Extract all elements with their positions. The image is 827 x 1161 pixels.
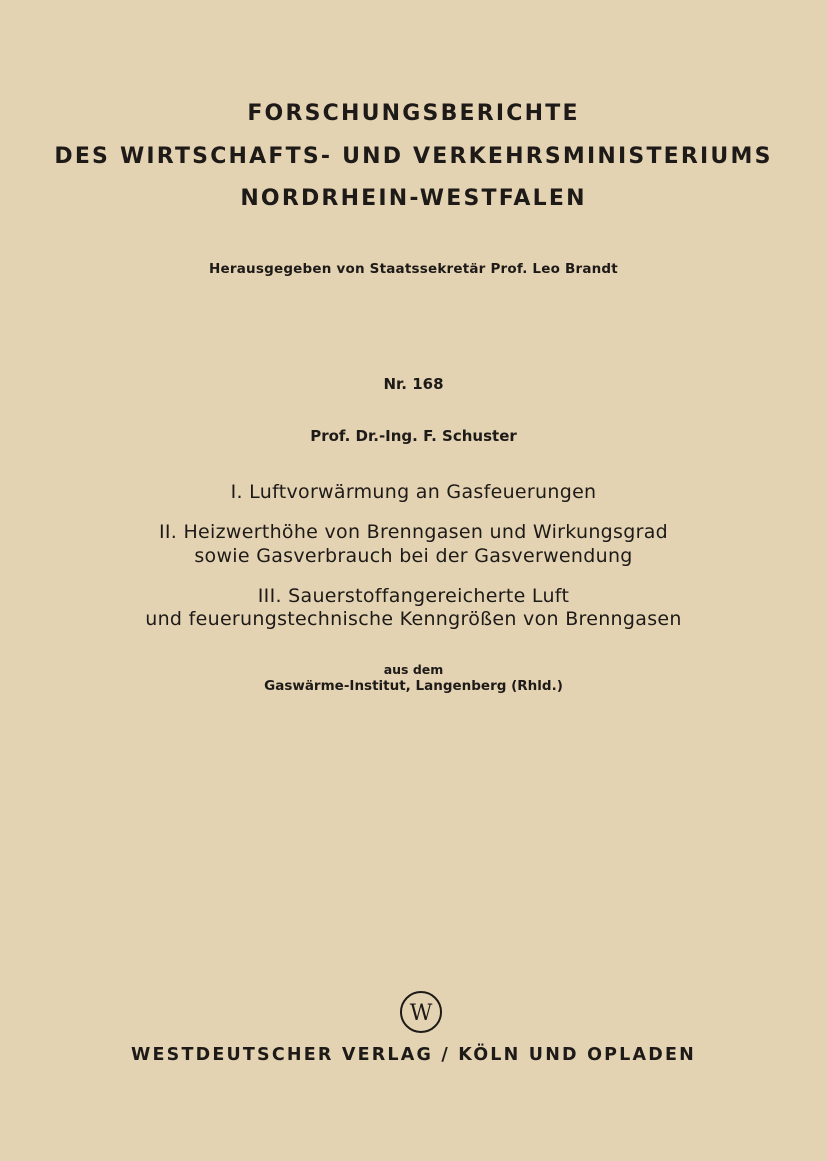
logo-letter: W — [409, 1001, 433, 1026]
origin-prefix: aus dem — [383, 662, 444, 677]
title-part-2-line-1: II. Heizwerthöhe von Brenngasen und Wirkungsgrad — [158, 521, 669, 543]
title-part-2-line-2: sowie Gasverbrauch bei der Gasverwendung — [194, 545, 633, 567]
editor-line: Herausgegeben von Staatssekretär Prof. Leo Brandt — [209, 261, 618, 277]
report-number: Nr. 168 — [383, 375, 444, 393]
publisher-line: WESTDEUTSCHER VERLAG / KÖLN UND OPLADEN — [131, 1045, 696, 1065]
series-title-line-2: DES WIRTSCHAFTS- UND VERKEHRSMINISTERIUMS — [54, 144, 773, 169]
westdeutscher-verlag-w-logo-icon — [399, 990, 443, 1034]
title-part-1: I. Luftvorwärmung an Gasfeuerungen — [230, 481, 597, 503]
series-title-line-3: NORDRHEIN-WESTFALEN — [240, 186, 587, 211]
title-part-3-line-2: und feuerungstechnische Kenngrößen von Brenngasen — [145, 608, 682, 630]
series-title-line-1: FORSCHUNGSBERICHTE — [247, 101, 580, 126]
title-part-3-line-1: III. Sauerstoffangereicherte Luft — [257, 585, 570, 607]
author-name: Prof. Dr.-Ing. F. Schuster — [310, 427, 517, 445]
origin-institute: Gaswärme-Institut, Langenberg (Rhld.) — [264, 678, 563, 694]
